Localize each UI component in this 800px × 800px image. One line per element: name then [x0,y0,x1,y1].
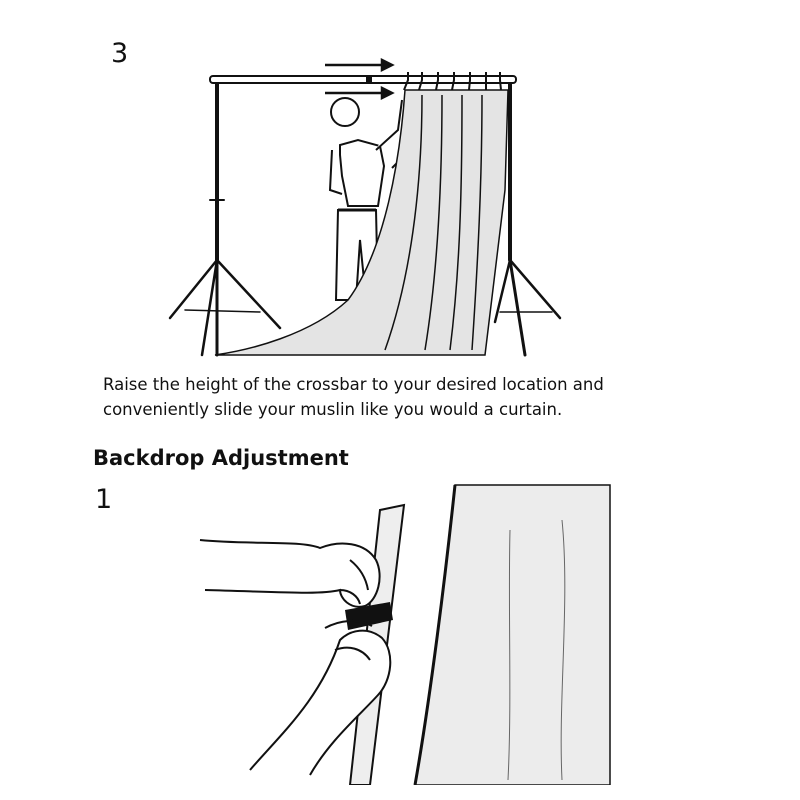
step-3-illustration [160,50,580,365]
step-1-number: 1 [95,484,113,515]
step-3-number: 3 [111,38,129,69]
step-3-caption [103,372,743,422]
step-1-illustration [190,480,620,785]
section-heading: Backdrop Adjustment [93,446,349,470]
upper-hand [200,540,380,607]
step-3-caption-line-1: Raise the height of the crossbar to your desired location and [103,375,604,394]
step-3-caption-line-2: conveniently slide your muslin like you would a curtain. [103,400,563,419]
backdrop-stand-left [170,82,280,355]
muslin-fabric [415,485,610,785]
